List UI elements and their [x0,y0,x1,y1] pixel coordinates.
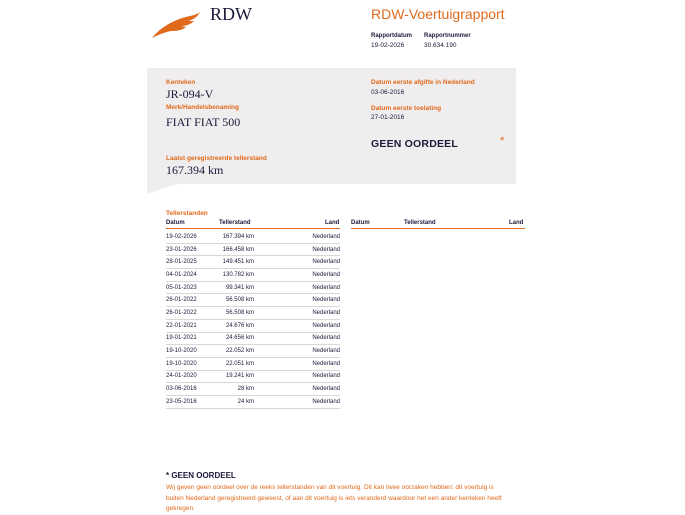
table-row [166,383,340,396]
plate-label: Kenteken [166,79,196,86]
table-row [166,294,340,307]
brand-name: RDW [210,4,252,24]
row-date: 19-01-2021 [166,332,216,345]
first-admission-value: 27-01-2016 [371,114,405,121]
row-date: 28-01-2025 [166,256,216,269]
row-reading: 28 km [216,383,258,396]
history-header-reading: Tellerstand [219,220,251,226]
row-reading: 166.458 km [216,243,258,256]
rdw-logo-icon [150,10,202,40]
row-reading: 149.451 km [216,256,258,269]
row-date: 19-10-2020 [166,345,216,358]
row-country: Nederland [258,370,340,383]
first-admission-label: Datum eerste toelating [371,105,442,112]
history-header-date: Datum [166,220,185,226]
verdict-text: GEEN OORDEEL [371,138,458,150]
row-country: Nederland [258,269,340,282]
table-row [166,332,340,345]
row-reading: 167.394 km [216,231,258,243]
row-date: 23-01-2026 [166,243,216,256]
row-date: 22-01-2021 [166,319,216,332]
row-country: Nederland [258,345,340,358]
row-country: Nederland [258,256,340,269]
history-header-rule [166,228,340,229]
footnote-text: Wij geven geen oordeel over de reeks tellerstanden van dit voertuig. Dit kan twee oorzaken hebben: dit voertuig is buiten Nederland geregistreerd geweest, of aan dit voertuig is iets veranderd waardoor het een ander kenteken heeft gekregen. [166,484,502,512]
row-country: Nederland [258,294,340,307]
row-date: 26-01-2022 [166,294,216,307]
row-reading: 130.782 km [216,269,258,282]
row-date: 19-02-2026 [166,231,216,243]
row-reading: 19.241 km [216,370,258,383]
verdict-asterisk: * [500,135,505,147]
table-row [166,319,340,332]
make-label: Merk/Handelsbenaming [166,104,239,111]
row-reading: 22.052 km [216,345,258,358]
first-issue-nl-label: Datum eerste afgifte in Nederland [371,79,475,86]
row-country: Nederland [258,281,340,294]
row-country: Nederland [258,332,340,345]
history-title: Tellerstanden [166,210,208,217]
row-reading: 56.508 km [216,307,258,320]
footnote-title: * GEEN OORDEEL [166,471,236,480]
row-country: Nederland [258,319,340,332]
table-row [166,281,340,294]
report-title: RDW-Voertuigrapport [371,6,505,22]
row-date: 19-10-2020 [166,357,216,370]
history-header-rule-2 [351,228,525,229]
row-reading: 22.051 km [216,357,258,370]
row-date: 05-01-2023 [166,281,216,294]
first-issue-nl-value: 03-06-2016 [371,89,405,96]
table-row [166,370,340,383]
make-value: FIAT FIAT 500 [166,115,241,129]
row-reading: 56.508 km [216,294,258,307]
row-date: 26-01-2022 [166,307,216,320]
report-number-label: Rapportnummer [424,33,471,39]
row-country: Nederland [258,357,340,370]
table-row [166,256,340,269]
report-number-value: 30.634.190 [424,42,457,49]
report-date-label: Rapportdatum [371,33,412,39]
row-date: 03-06-2016 [166,383,216,396]
history-header-reading-2: Tellerstand [404,220,436,226]
history-header-country: Land [325,220,340,226]
history-header-date-2: Datum [351,220,370,226]
row-reading: 24.676 km [216,319,258,332]
table-row [166,243,340,256]
report-date-value: 19-02-2026 [371,42,405,49]
odometer-value: 167.394 km [166,163,224,177]
odometer-label: Laatst geregistreerde tellerstand [166,155,267,162]
table-row [166,269,340,282]
row-date: 23-05-2016 [166,395,216,408]
table-row [166,395,340,408]
panel-notch [147,184,177,194]
row-country: Nederland [258,395,340,408]
row-reading: 24 km [216,395,258,408]
row-reading: 24.656 km [216,332,258,345]
table-row [166,345,340,358]
row-country: Nederland [258,243,340,256]
row-country: Nederland [258,231,340,243]
row-country: Nederland [258,383,340,396]
table-row [166,307,340,320]
odometer-history-table [166,231,340,409]
row-country: Nederland [258,307,340,320]
table-row [166,357,340,370]
table-row [166,231,340,243]
row-date: 04-01-2024 [166,269,216,282]
row-reading: 99.341 km [216,281,258,294]
plate-value: JR-094-V [166,87,214,101]
row-date: 24-01-2020 [166,370,216,383]
history-header-country-2: Land [509,220,524,226]
